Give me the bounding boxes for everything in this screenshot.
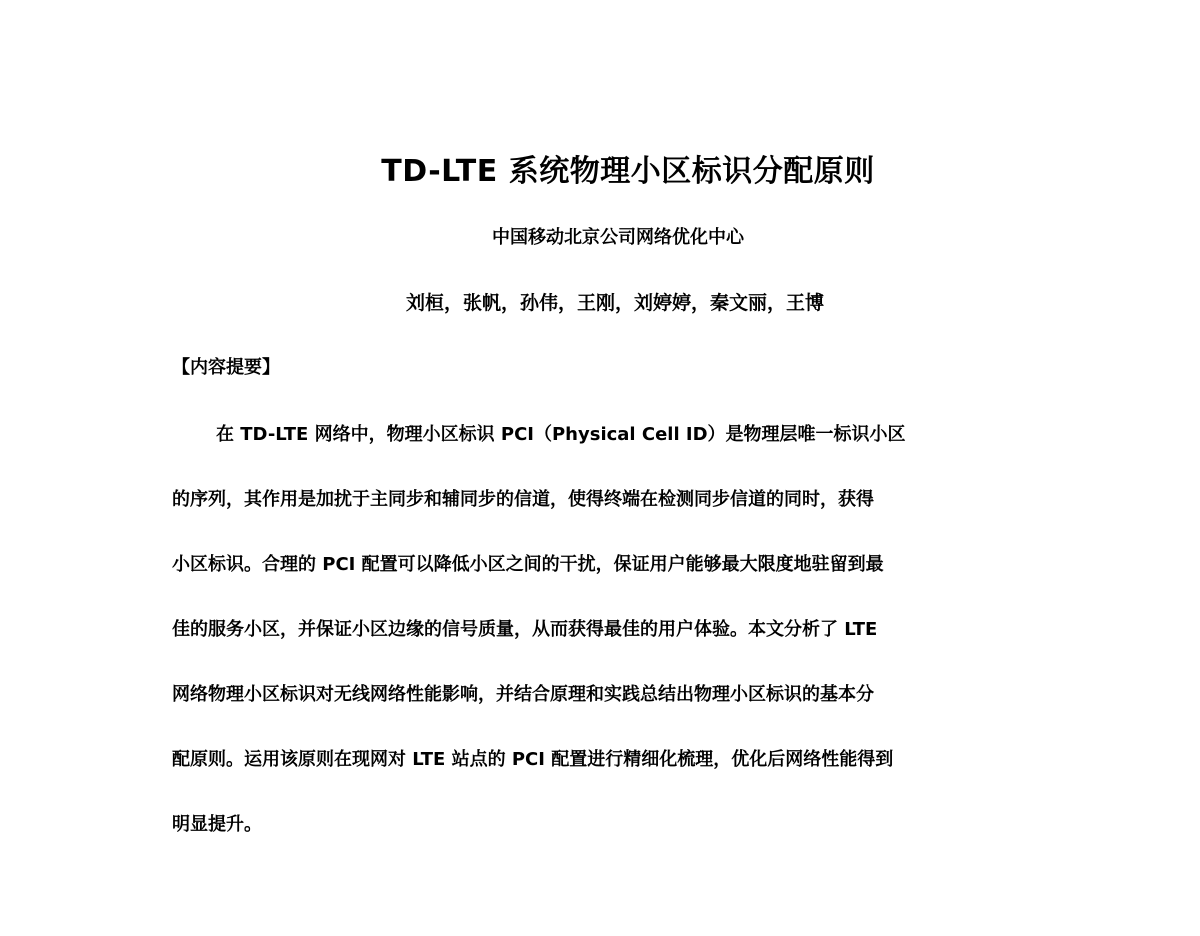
abstract-line: 明显提升。 (172, 814, 262, 835)
abstract-body (172, 418, 1032, 873)
abstract-heading: 【内容提要】 (172, 357, 280, 378)
abstract-line: 配原则。运用该原则在现网对 LTE 站点的 PCI 配置进行精细化梳理，优化后网络性能得到 (172, 749, 894, 770)
abstract-line: 在 TD-LTE 网络中，物理小区标识 PCI（Physical Cell ID）是物理层唯一标识小区 (216, 424, 906, 445)
abstract-line: 小区标识。合理的 PCI 配置可以降低小区之间的干扰，保证用户能够最大限度地驻留到最 (172, 554, 884, 575)
paper-title: TD-LTE 系统物理小区标识分配原则 (381, 154, 875, 189)
abstract-line: 网络物理小区标识对无线网络性能影响，并结合原理和实践总结出物理小区标识的基本分 (172, 684, 874, 705)
author-list: 刘桓，张帆，孙伟，王刚，刘婷婷，秦文丽，王博 (405, 292, 824, 314)
abstract-line: 佳的服务小区，并保证小区边缘的信号质量，从而获得最佳的用户体验。本文分析了 LTE (172, 619, 878, 640)
abstract-line: 的序列，其作用是加扰于主同步和辅同步的信道，使得终端在检测同步信道的同时，获得 (172, 489, 874, 510)
author-organization: 中国移动北京公司网络优化中心 (492, 227, 744, 248)
